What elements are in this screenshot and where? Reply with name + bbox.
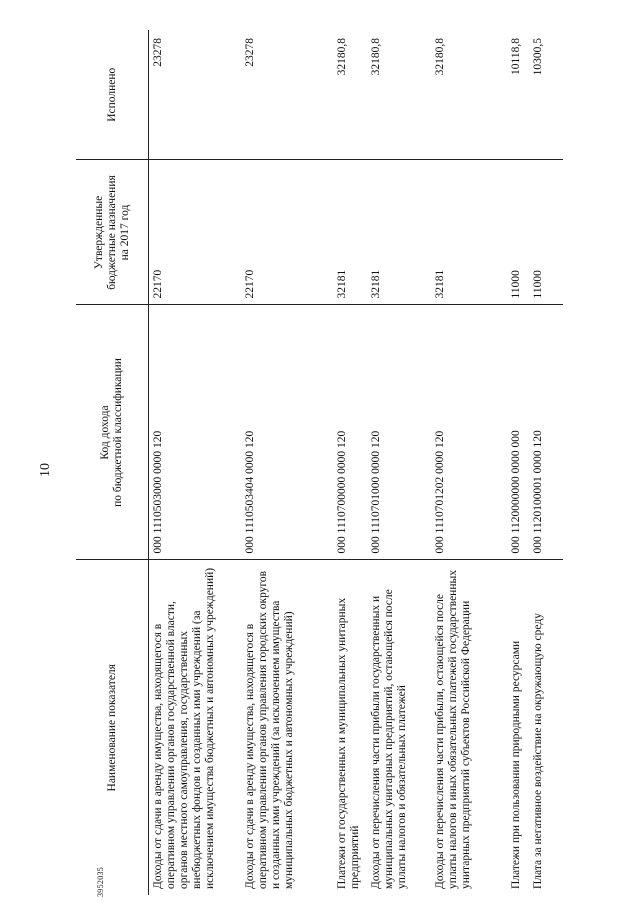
row-executed: 32180,8 <box>333 30 367 160</box>
row-name: Платежи при пользовании природными ресурсами <box>509 640 522 889</box>
row-planned: 11000 <box>529 160 563 305</box>
row-executed: 23278 <box>241 30 333 160</box>
row-planned: 32181 <box>431 160 507 305</box>
row-planned: 11000 <box>507 160 529 305</box>
row-code: 000 1120000000 0000 000 <box>507 305 529 560</box>
row-name: Доходы от перечисления части прибыли государственных и муниципальных унитарных предприятий, остающейся после уплаты налогов и обязательных платежей <box>369 589 408 889</box>
budget-table <box>76 30 563 895</box>
row-code: 000 1110503000 0000 120 <box>149 305 241 560</box>
row-code: 000 1120100001 0000 120 <box>529 305 563 560</box>
header-planned: Утвержденные бюджетные назначения на 2017 год <box>76 160 149 305</box>
row-name: Платежи от государственных и муниципальных унитарных предприятий <box>335 597 361 889</box>
table-row <box>529 30 563 895</box>
row-planned: 32181 <box>367 160 431 305</box>
row-planned: 32181 <box>333 160 367 305</box>
table-header-row <box>76 30 149 895</box>
row-planned: 22170 <box>149 160 241 305</box>
header-executed: Исполнено <box>76 30 149 160</box>
table-row <box>149 30 241 895</box>
row-executed: 32180,8 <box>431 30 507 160</box>
row-code: 000 1110701000 0000 120 <box>367 305 431 560</box>
row-code: 000 1110503404 0000 120 <box>241 305 333 560</box>
table-row <box>507 30 529 895</box>
row-executed: 32180,8 <box>367 30 431 160</box>
document-code: 3952035 <box>96 866 105 897</box>
row-executed: 10300,5 <box>529 30 563 160</box>
row-code: 000 1110701202 0000 120 <box>431 305 507 560</box>
row-planned: 22170 <box>241 160 333 305</box>
table-row <box>431 30 507 895</box>
table-row <box>241 30 333 895</box>
header-name: Наименование показателя <box>76 560 149 895</box>
table-row <box>333 30 367 895</box>
row-name: Доходы от сдачи в аренду имущества, находящегося в оперативном управлении органов управления городских округов и созданных ими учреждений (за исключением имущества муниципальных бюджетных и автономных учреждений) <box>243 570 295 889</box>
page-number: 10 <box>38 463 53 477</box>
header-code: Код дохода по бюджетной классификации <box>76 305 149 560</box>
row-name: Плата за негативное воздействие на окружающую среду <box>531 613 544 889</box>
row-name: Доходы от сдачи в аренду имущества, находящегося в оперативном управлении органов государственной власти, органов местного самоуправления, государственных внебюджетных фондов и созданных ими учреждений (за исключением имущества бюджетных и автономных учреждений) <box>152 567 216 889</box>
row-code: 000 1110700000 0000 120 <box>333 305 367 560</box>
row-name: Доходы от перечисления части прибыли, остающейся после уплаты налогов и иных обязательных платежей государственных унитарных предприятий субъектов Российской Федерации <box>433 570 472 889</box>
table-row <box>367 30 431 895</box>
row-executed: 10118,8 <box>507 30 529 160</box>
row-executed: 23278 <box>149 30 241 160</box>
